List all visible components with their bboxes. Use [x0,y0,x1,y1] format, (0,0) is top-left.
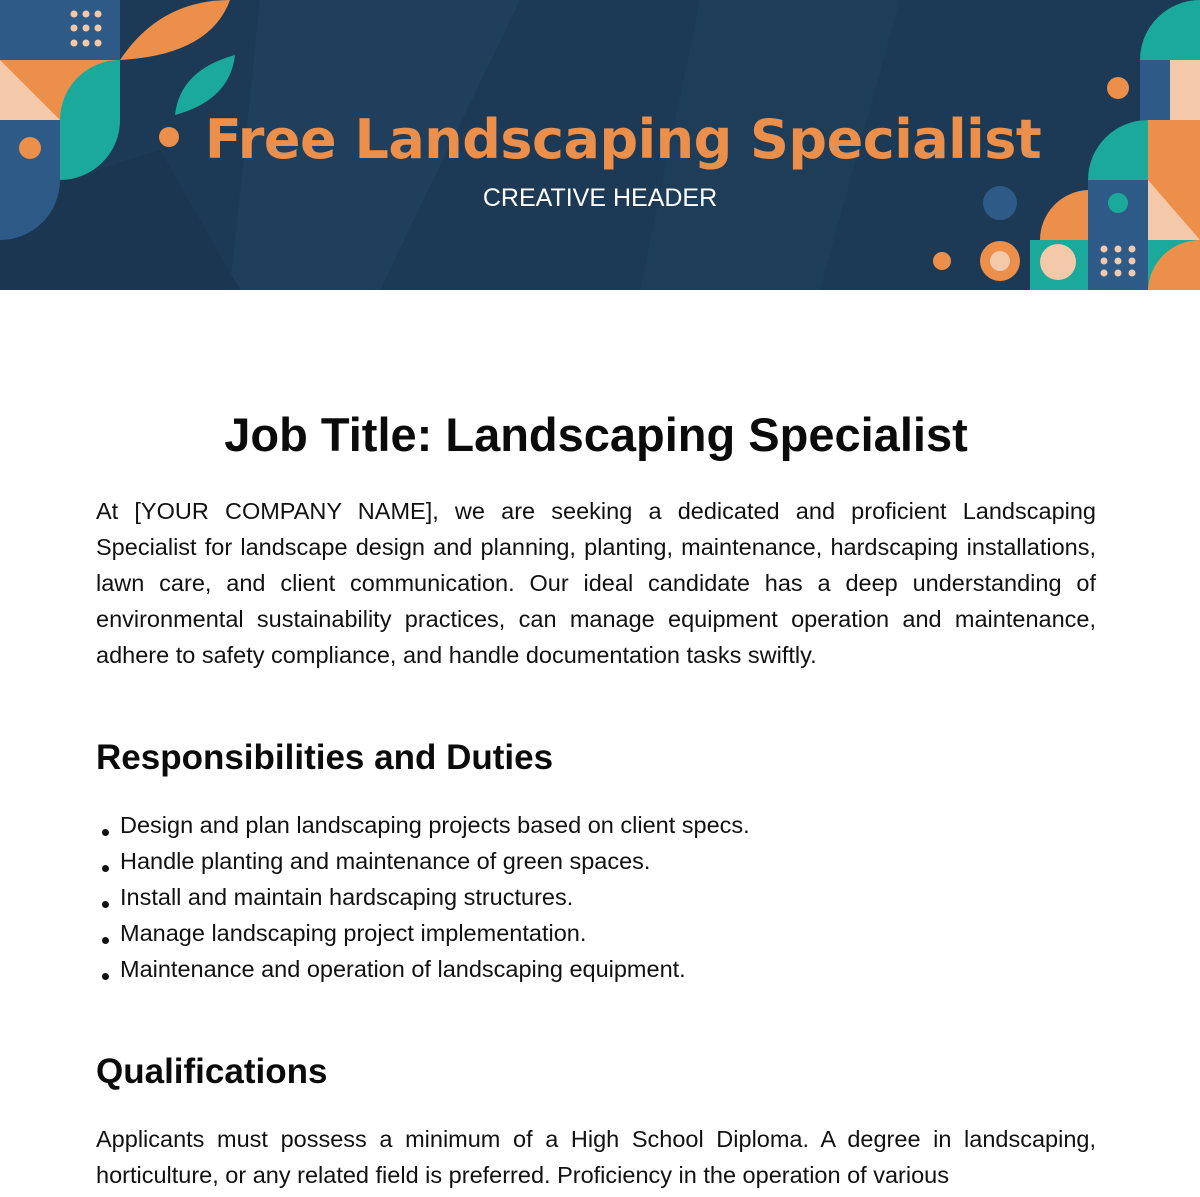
document-body [96,405,1096,1193]
banner-subtitle: CREATIVE HEADER [482,184,718,212]
list-item [96,879,1096,915]
bullet-icon [102,901,109,908]
list-item-text: Install and maintain hardscaping structures. [120,884,574,910]
list-item [96,807,1096,843]
header-banner [0,0,1200,290]
banner-title-text: Free Landscaping Specialist [204,108,1042,171]
list-item-text: Maintenance and operation of landscaping equipment. [120,956,686,982]
bullet-icon [102,937,109,944]
list-item [96,951,1096,987]
list-item-text: Handle planting and maintenance of green spaces. [120,848,651,874]
list-item [96,915,1096,951]
bullet-dot-icon [159,127,179,147]
bullet-icon [102,829,109,836]
qualifications-paragraph: Applicants must possess a minimum of a High School Diploma. A degree in landscaping, horticulture, or any related field is preferred. Proficiency in the operation of various [96,1126,1096,1188]
list-item [96,843,1096,879]
dot-grid-icon [1101,246,1136,277]
dot-grid-icon [71,11,102,47]
list-item-text: Design and plan landscaping projects based on client specs. [120,812,750,838]
responsibilities-list [96,807,1096,987]
bullet-icon [102,973,109,980]
bullet-icon [102,865,109,872]
intro-paragraph: At [YOUR COMPANY NAME], we are seeking a dedicated and proficient Landscaping Specialist for landscape design and planning, planting, maintenance, hardscaping installations, lawn care, and client communication. Our ideal candidate has a deep understanding of environmental sustainability practices, can manage equipment operation and maintenance, adhere to safety compliance, and handle documentation tasks swiftly. [96,498,1096,668]
job-title: Job Title: Landscaping Specialist [224,408,968,461]
banner-title [0,105,1200,175]
qualifications-heading: Qualifications [96,1052,328,1091]
list-item-text: Manage landscaping project implementation. [120,920,587,946]
responsibilities-heading: Responsibilities and Duties [96,738,554,777]
